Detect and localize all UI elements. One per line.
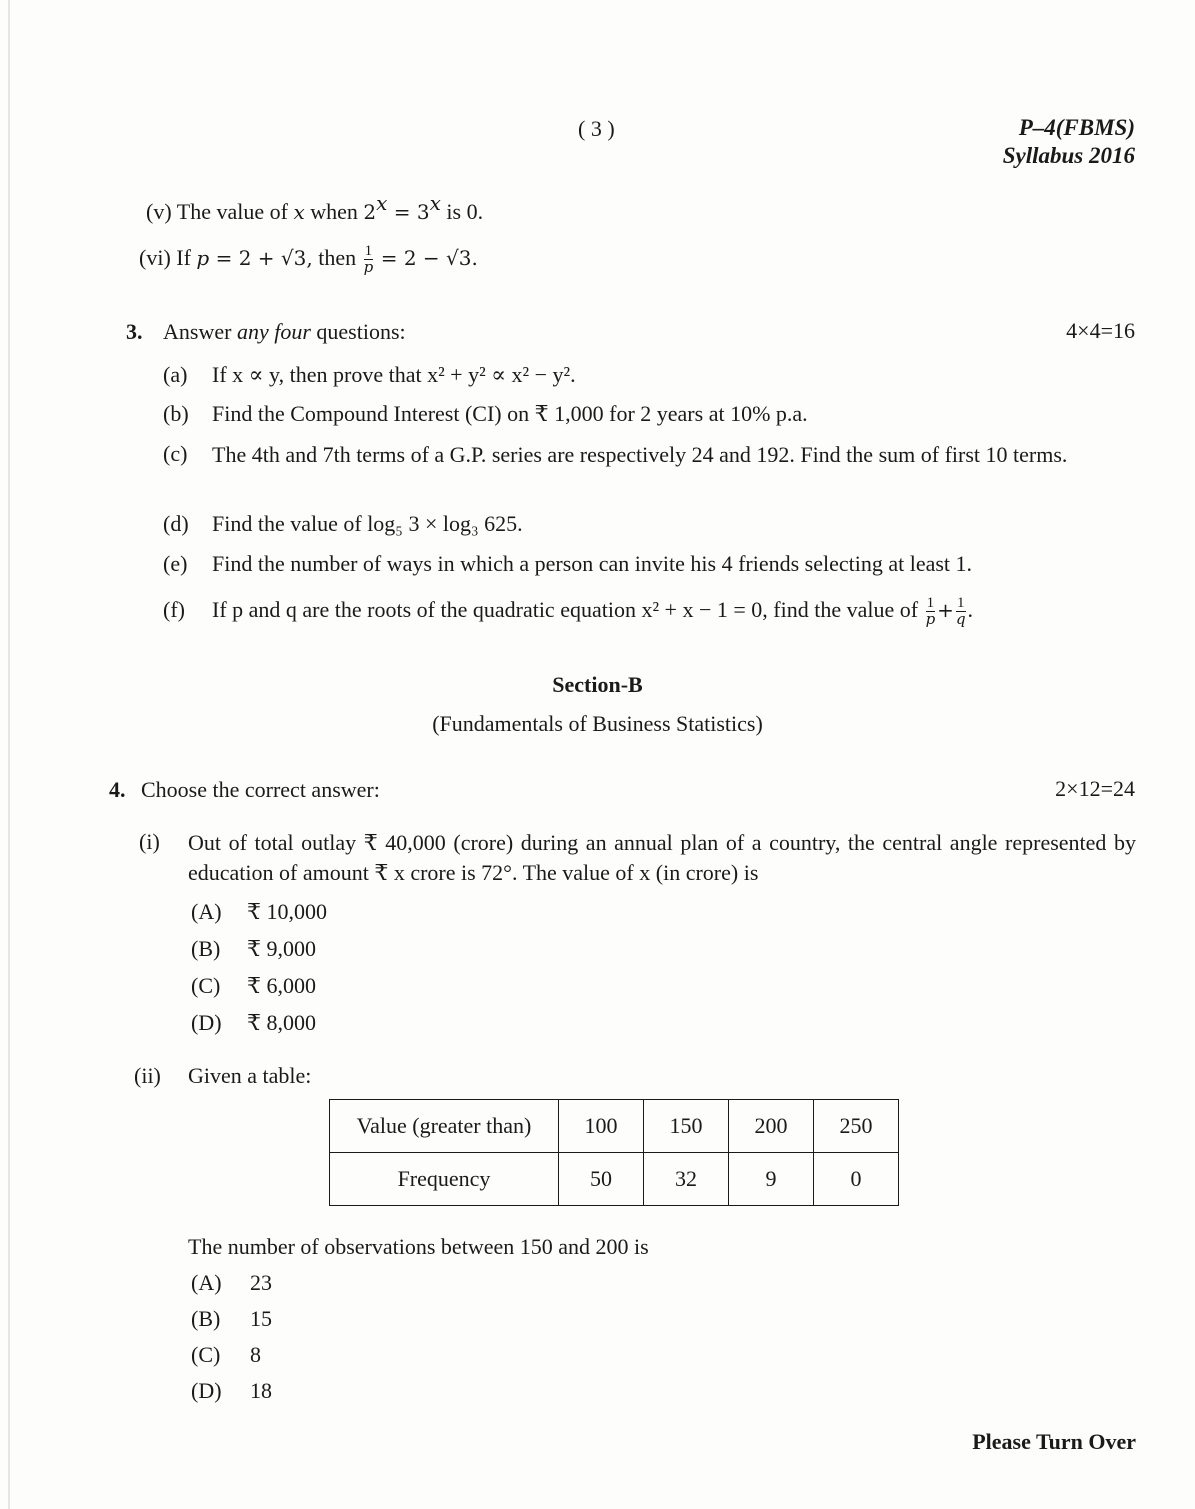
q4-i-option-c-text: ₹ 6,000	[247, 973, 316, 998]
q3-d-text: Find the value of log₅ 3 × log₃ 625.	[212, 511, 523, 536]
scan-edge	[8, 0, 10, 1509]
q2-v-text-mid: when	[310, 199, 358, 224]
q4-i-option-a-text: ₹ 10,000	[247, 899, 327, 924]
q2-vi-expr: p = 2 + √3,	[196, 246, 313, 270]
page-number: ( 3 )	[578, 116, 615, 141]
table-cell: 9	[729, 1153, 814, 1206]
q4-i-option-d-label: (D)	[191, 1010, 222, 1035]
q3-c-label: (c)	[163, 441, 188, 466]
q4-i-option-b-label: (B)	[191, 936, 221, 961]
q3-f-frac-p: $\frac{1}{p}$	[925, 595, 936, 629]
frequency-table	[329, 1099, 899, 1206]
q2-item-vi	[139, 244, 478, 275]
q4-marks: 2×12=24	[1055, 776, 1135, 801]
q3-e-label: (e)	[163, 551, 188, 576]
table-cell: 32	[644, 1153, 729, 1206]
q4-ii-option-a-label: (A)	[191, 1270, 222, 1295]
q3-f-line: If p and q are the roots of the quadratic equation x² + x − 1 = 0, find the value of $\frac{1}{p}$ + $\frac{1}{q}$ .	[212, 595, 974, 629]
q4-i-option-b-text: ₹ 9,000	[247, 936, 316, 961]
q4-ii-question: The number of observations between 150 and 200 is	[188, 1234, 649, 1259]
section-b-title: Section-B	[552, 672, 643, 697]
q4-i-option-d-text: ₹ 8,000	[247, 1010, 316, 1035]
syllabus-label: Syllabus 2016	[1002, 143, 1135, 168]
q4-i-option-c-label: (C)	[191, 973, 221, 998]
table-header-value: Value (greater than)	[330, 1100, 559, 1153]
q3-b-text: Find the Compound Interest (CI) on ₹ 1,000 for 2 years at 10% p.a.	[212, 401, 808, 426]
q4-ii-option-d-text: 18	[250, 1378, 272, 1403]
table-cell: 150	[644, 1100, 729, 1153]
q2-v-var: x	[293, 200, 305, 224]
q2-vi-then: then	[318, 245, 357, 270]
please-turn-over: Please Turn Over	[972, 1429, 1136, 1454]
q3-instruction: Answer any four questions:	[163, 319, 406, 344]
q2-v-label: (v)	[146, 199, 172, 224]
q3-a-label: (a)	[163, 362, 188, 387]
q3-f-frac-q: $\frac{1}{q}$	[955, 595, 966, 629]
q3-a-text: If x ∝ y, then prove that x² + y² ∝ x² − y².	[212, 362, 576, 387]
q3-c-text: The 4th and 7th terms of a G.P. series are respectively 24 and 192. Find the sum of first 10 terms.	[212, 442, 1068, 467]
q3-number: 3.	[126, 319, 143, 344]
q3-marks: 4×4=16	[1066, 318, 1135, 343]
q4-ii-option-c-label: (C)	[191, 1342, 221, 1367]
q2-v-text-before: The value of	[176, 199, 288, 224]
table-cell: 100	[559, 1100, 644, 1153]
q2-vi-label: (vi)	[139, 245, 171, 270]
table-cell: 200	[729, 1100, 814, 1153]
q4-ii-intro: Given a table:	[188, 1063, 312, 1088]
q2-vi-fraction: $\frac{1}{p}$	[363, 243, 374, 277]
table-cell: 0	[814, 1153, 899, 1206]
q4-ii-option-d-label: (D)	[191, 1378, 222, 1403]
q4-ii-label: (ii)	[134, 1063, 161, 1088]
q4-number: 4.	[109, 777, 126, 802]
q4-instruction: Choose the correct answer:	[141, 777, 380, 802]
q2-v-text-after: is 0.	[446, 199, 484, 224]
table-row	[330, 1153, 899, 1206]
section-b-subtitle: (Fundamentals of Business Statistics)	[432, 711, 763, 736]
q3-f-label: (f)	[163, 597, 185, 622]
table-cell: 250	[814, 1100, 899, 1153]
q4-i-option-a-label: (A)	[191, 899, 222, 924]
q3-f-text: If p and q are the roots of the quadratic equation x² + x − 1 = 0, find the value of	[212, 597, 919, 622]
table-row	[330, 1100, 899, 1153]
q3-d-label: (d)	[163, 511, 189, 536]
q3-b-label: (b)	[163, 401, 189, 426]
paper-code: P–4(FBMS)	[1018, 115, 1135, 140]
q4-i-text: Out of total outlay ₹ 40,000 (crore) during an annual plan of a country, the central angle represented by education of amount ₹ x crore is 72°. The value of x (in crore) is	[188, 830, 1136, 885]
q3-e-text: Find the number of ways in which a person can invite his 4 friends selecting at least 1.	[212, 551, 973, 576]
q2-vi-result: = 2 − √3.	[380, 246, 478, 270]
q4-ii-option-a-text: 23	[250, 1270, 272, 1295]
q4-ii-option-c-text: 8	[250, 1342, 261, 1367]
q2-item-v	[146, 191, 484, 226]
q4-ii-option-b-text: 15	[250, 1306, 272, 1331]
q2-vi-if: If	[176, 245, 191, 270]
paper-code-block	[1003, 114, 1135, 170]
table-cell: 50	[559, 1153, 644, 1206]
table-header-frequency: Frequency	[330, 1153, 559, 1206]
q4-ii-option-b-label: (B)	[191, 1306, 221, 1331]
q2-v-equation: $2^x = 3^x$	[363, 191, 441, 224]
q4-i-label: (i)	[139, 829, 160, 854]
